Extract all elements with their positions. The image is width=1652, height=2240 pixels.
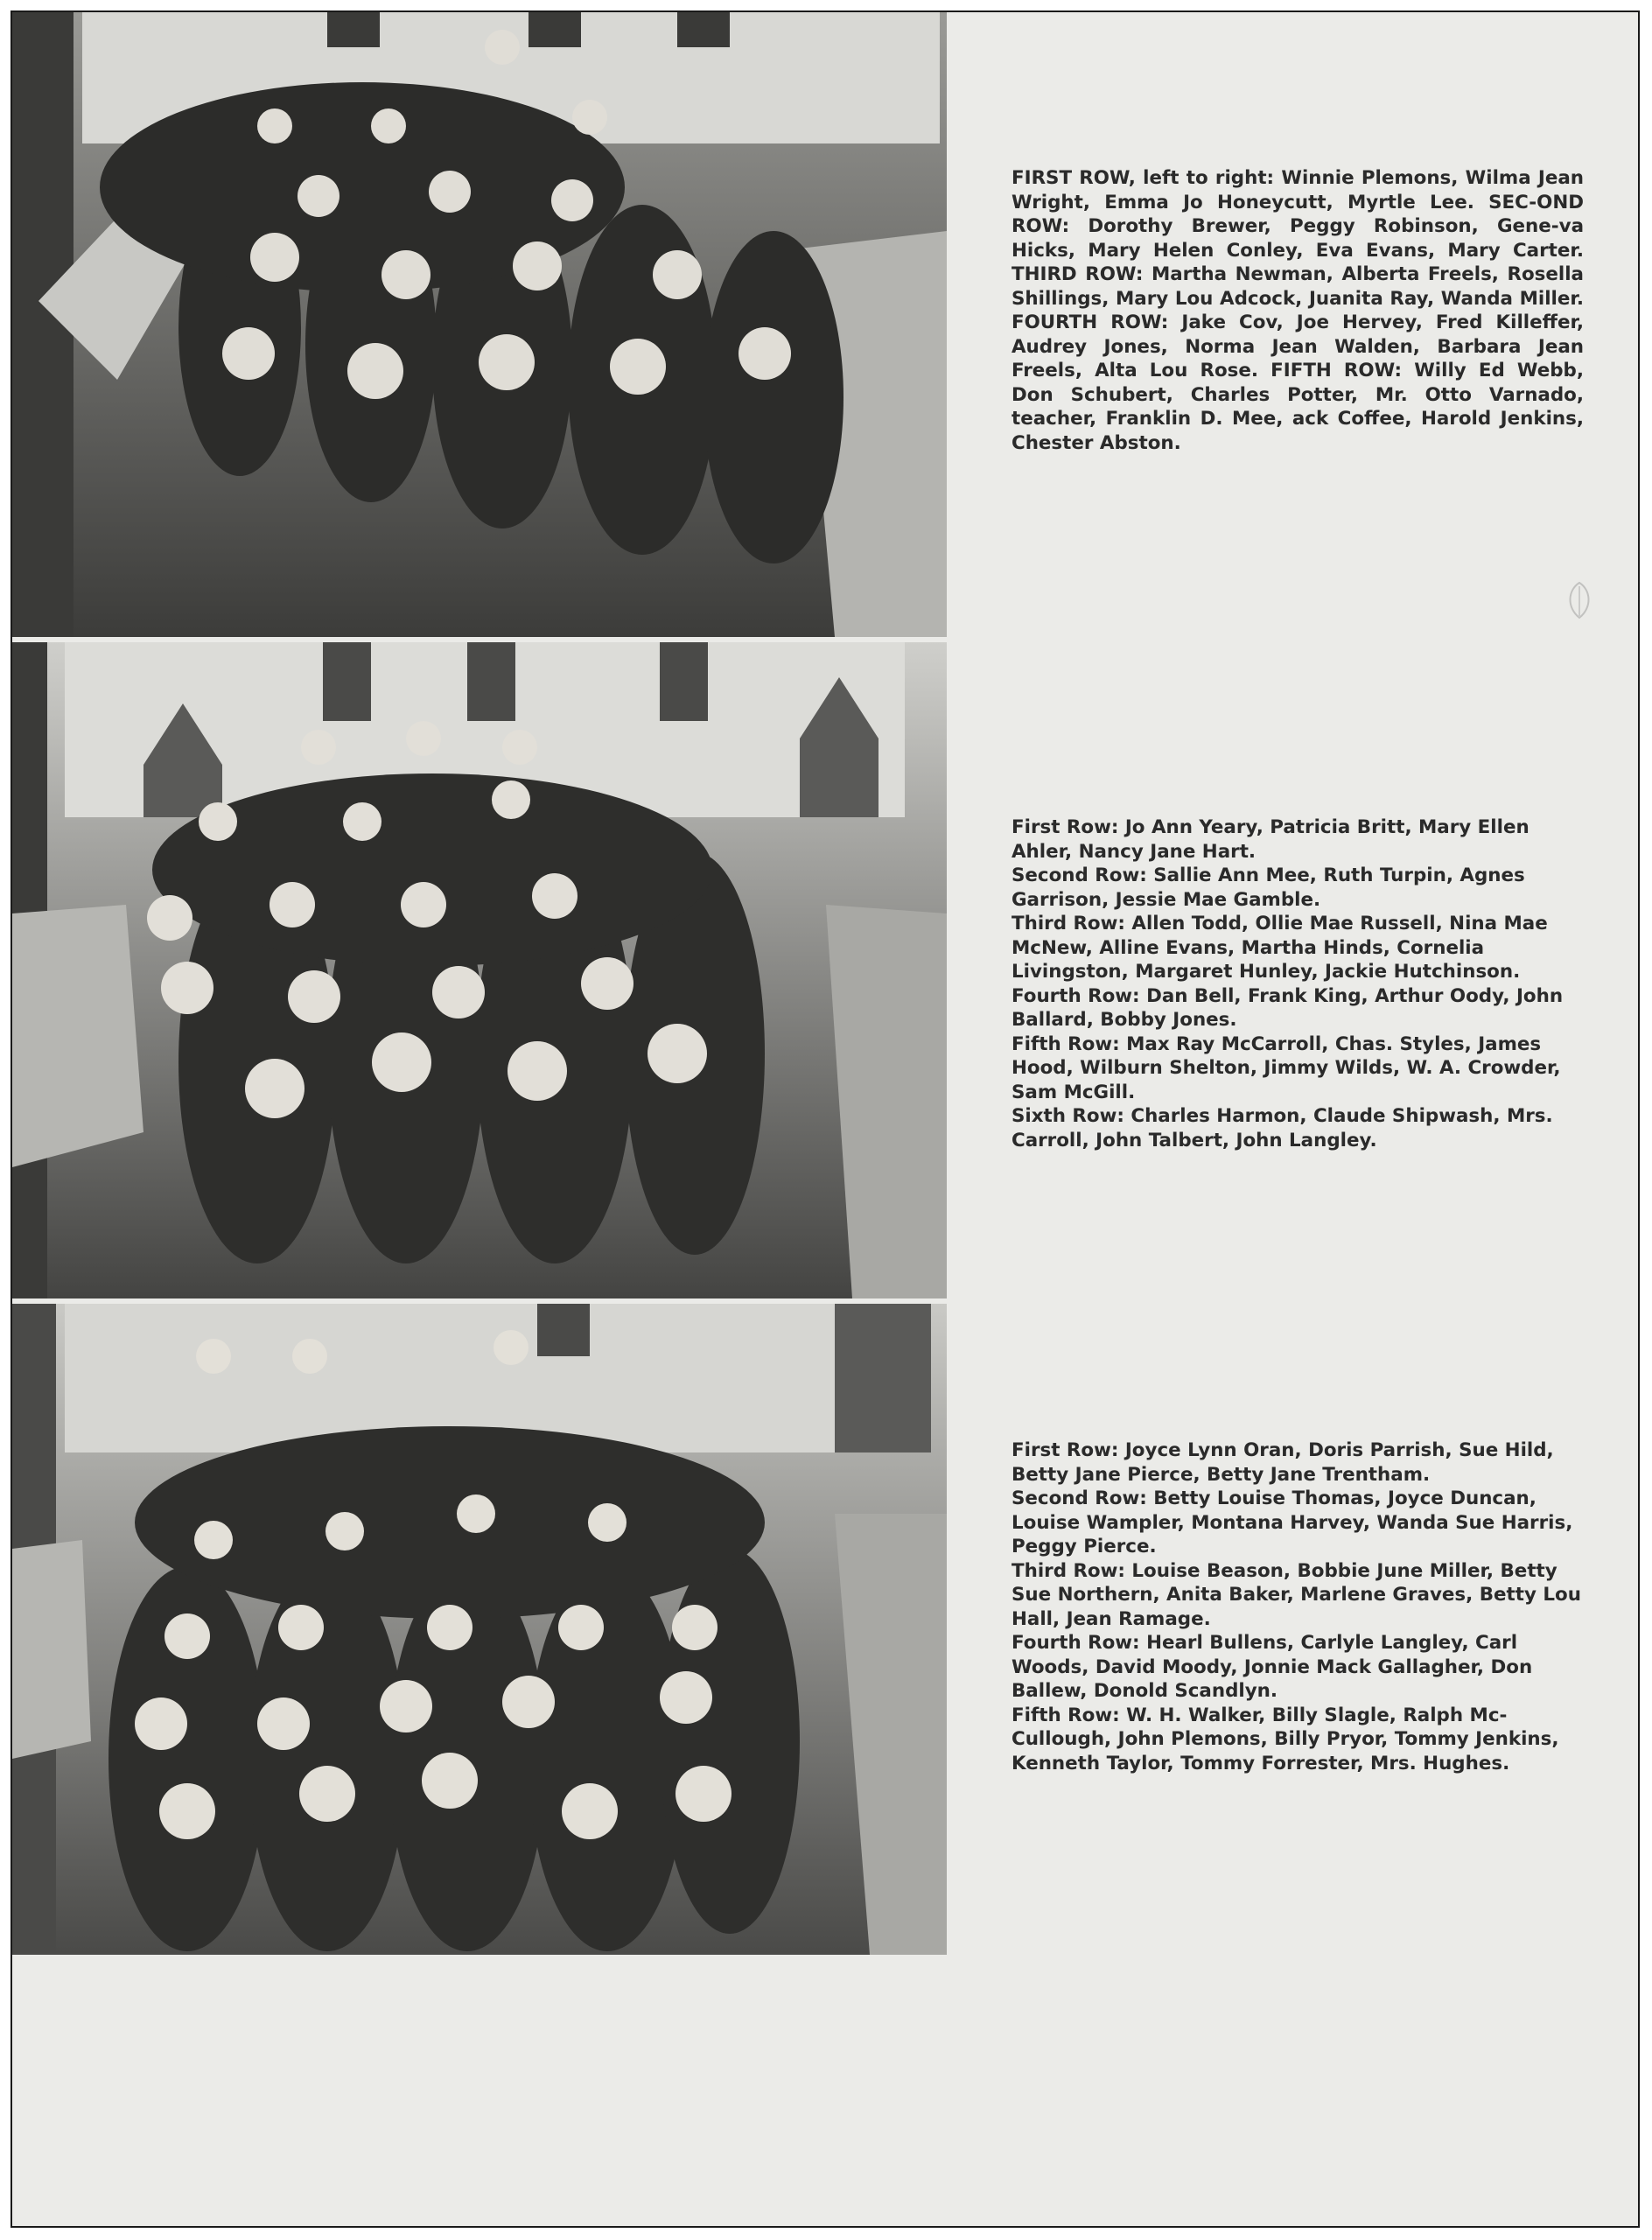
row-label: Second Row:	[1012, 864, 1147, 886]
row-names: Charles Harmon, Claude Shipwash, Mrs. Carroll, John Talbert, John Langley.	[1012, 1105, 1553, 1152]
caption-photo-1: FIRST ROW, left to right: Winnie Plemons, Wilma Jean Wright, Emma Jo Honeycutt, Myrtle Lee. SEC-OND ROW: Dorothy Brewer, Peggy Robinson, Gene-va Hicks, Mary Helen Conley, Eva Evans, Mary Carter. THIRD ROW: Martha Newman, Alberta Freels, Rosella Shillings, Mary Lou Adcock, Juanita Ray, Wanda Miller. FOURTH ROW: Jake Cov, Joe Hervey, Fred Killeffer, Audrey Jones, Norma Jean Walden, Barbara Jean Freels, Alta Lou Rose. FIFTH ROW: Willy Ed Webb, Don Schubert, Charles Potter, Mr. Otto Varnado, teacher, Franklin D. Mee, ack Coffee, Harold Jenkins, Chester Abston.	[1012, 167, 1584, 454]
caption-row	[1012, 984, 1584, 1032]
row-label: Fifth Row:	[1012, 1032, 1120, 1055]
row-label: Fifth Row:	[1012, 1704, 1120, 1726]
class-photo-3-image	[12, 1304, 947, 1955]
class-photo-2-image	[12, 642, 947, 1298]
row-label: Third Row:	[1012, 913, 1125, 934]
caption-row	[1012, 1704, 1584, 1776]
class-photo-1-image	[12, 12, 947, 637]
leaf-icon	[1564, 581, 1594, 620]
caption-row	[1012, 1487, 1584, 1559]
row-names: Max Ray McCarroll, Chas. Styles, James Hood, Wilburn Shelton, Jimmy Wilds, W. A. Crowder, Sam McGill.	[1012, 1032, 1561, 1103]
class-photo-3	[12, 1304, 947, 1955]
caption-row	[1012, 1438, 1584, 1487]
class-photo-2	[12, 642, 947, 1298]
row-label: Fourth Row:	[1012, 1632, 1140, 1654]
row-label: Fourth Row:	[1012, 984, 1140, 1007]
caption-photo-2	[1012, 816, 1584, 1152]
row-names: Jo Ann Yeary, Patricia Britt, Mary Ellen Ahler, Nancy Jane Hart.	[1012, 816, 1530, 863]
row-names: Sallie Ann Mee, Ruth Turpin, Agnes Garrison, Jessie Mae Gamble.	[1012, 864, 1525, 911]
yearbook-page	[10, 10, 1640, 2228]
row-names: Joyce Lynn Oran, Doris Parrish, Sue Hild, Betty Jane Pierce, Betty Jane Trentham.	[1012, 1439, 1554, 1486]
row-names: Louise Beason, Bobbie June Miller, Betty Sue Northern, Anita Baker, Marlene Graves, Betty Lou Hall, Jean Ramage.	[1012, 1559, 1581, 1630]
row-label: Second Row:	[1012, 1488, 1147, 1509]
row-names: Dan Bell, Frank King, Arthur Oody, John Ballard, Bobby Jones.	[1012, 984, 1564, 1031]
caption-row	[1012, 864, 1584, 912]
caption-row	[1012, 1631, 1584, 1704]
row-label: First Row:	[1012, 816, 1119, 838]
caption-row	[1012, 1559, 1584, 1632]
caption-row	[1012, 912, 1584, 984]
row-names: Hearl Bullens, Carlyle Langley, Carl Woods, David Moody, Jonnie Mack Gallagher, Don Ballew, Donold Scandlyn.	[1012, 1632, 1533, 1702]
caption-row	[1012, 1032, 1584, 1105]
caption-photo-3	[1012, 1438, 1584, 1775]
row-label: First Row:	[1012, 1439, 1119, 1461]
caption-row	[1012, 816, 1584, 864]
row-label: Third Row:	[1012, 1559, 1125, 1582]
row-names: W. H. Walker, Billy Slagle, Ralph Mc-Cullough, John Plemons, Billy Pryor, Tommy Jenkins, Kenneth Taylor, Tommy Forrester, Mrs. Hughes.	[1012, 1704, 1559, 1774]
row-label: Sixth Row:	[1012, 1105, 1124, 1127]
row-names: Betty Louise Thomas, Joyce Duncan, Louise Wampler, Montana Harvey, Wanda Sue Harris, Peggy Pierce.	[1012, 1488, 1573, 1558]
row-names: Allen Todd, Ollie Mae Russell, Nina Mae McNew, Alline Evans, Martha Hinds, Cornelia Livingston, Margaret Hunley, Jackie Hutchinson.	[1012, 913, 1548, 983]
class-photo-1	[12, 12, 947, 637]
caption-row	[1012, 1104, 1584, 1152]
